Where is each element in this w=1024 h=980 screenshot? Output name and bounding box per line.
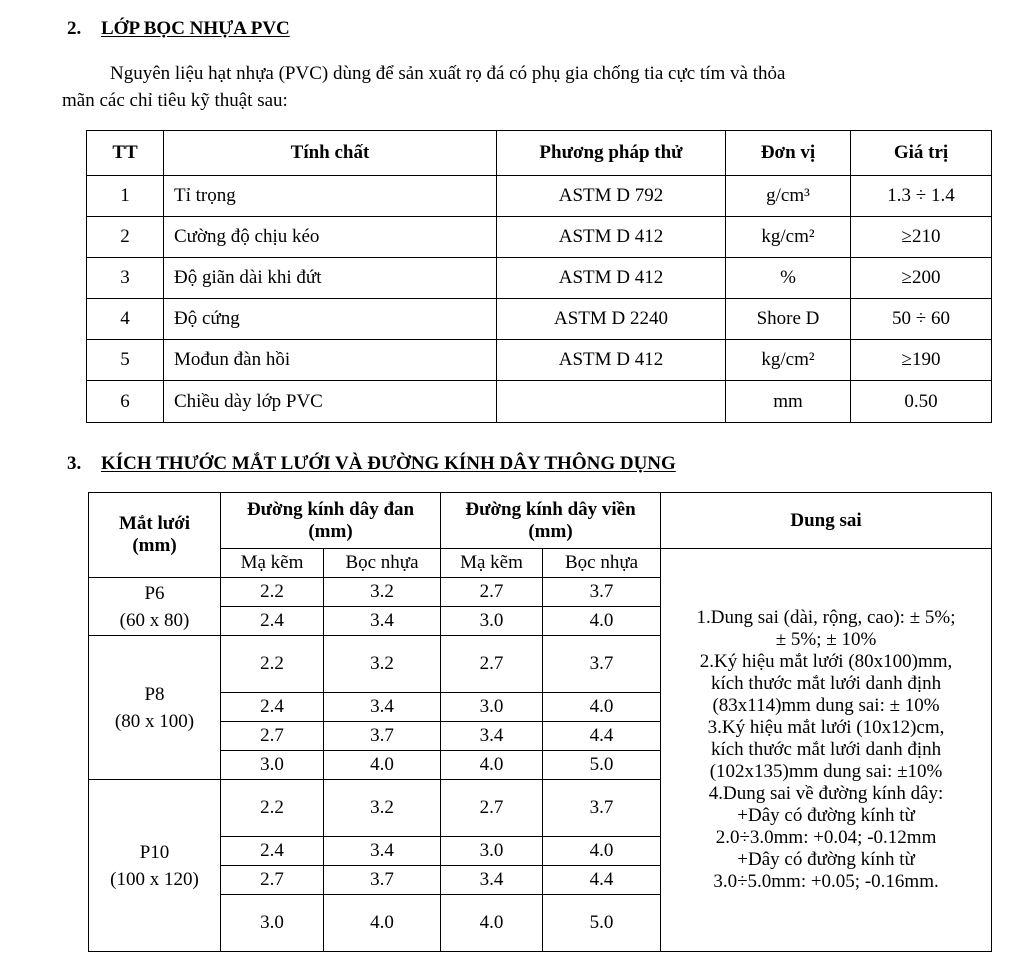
tolerance-line: (83x114)mm dung sai: ± 10% — [712, 695, 940, 716]
cell: 3.0 — [221, 751, 324, 780]
row-number: 5 — [87, 340, 164, 381]
cell: 3.4 — [441, 866, 543, 895]
header-tolerance: Dung sai — [661, 493, 992, 549]
section-2-paragraph — [62, 60, 962, 114]
cell: 3.0 — [221, 895, 324, 952]
table-row — [87, 176, 992, 217]
value: ≥200 — [851, 258, 992, 299]
cell: 2.4 — [221, 693, 324, 722]
cell: 3.2 — [324, 578, 441, 607]
mesh-size: (100 x 120) — [110, 868, 199, 890]
sub-galvanized: Mạ kẽm — [441, 549, 543, 578]
unit: kg/cm² — [726, 217, 851, 258]
cell: 3.4 — [324, 693, 441, 722]
cell: 2.2 — [221, 578, 324, 607]
section-2-title: LỚP BỌC NHỰA PVC — [101, 18, 290, 39]
cell: 2.7 — [221, 866, 324, 895]
property-name: Mođun đàn hồi — [164, 340, 497, 381]
header-edge-line-2: (mm) — [528, 520, 573, 542]
tolerance-line: kích thước mắt lưới danh định — [710, 739, 942, 760]
cell: 4.0 — [441, 751, 543, 780]
table-row — [87, 217, 992, 258]
cell: 4.0 — [543, 693, 661, 722]
header-weave-wire — [221, 493, 441, 549]
cell: 4.4 — [543, 866, 661, 895]
cell: 4.0 — [441, 895, 543, 952]
table-row — [87, 381, 992, 423]
header-mesh-line-1: Mắt lưới — [119, 513, 190, 534]
header-property: Tính chất — [164, 131, 497, 176]
cell: 2.7 — [441, 780, 543, 837]
cell: 2.7 — [441, 636, 543, 693]
sub-coated: Bọc nhựa — [324, 549, 441, 578]
test-method: ASTM D 792 — [497, 176, 726, 217]
mesh-p6 — [89, 578, 221, 636]
header-value: Giá trị — [851, 131, 992, 176]
row-number: 2 — [87, 217, 164, 258]
header-weave-line-1: Đường kính dây đan — [246, 498, 415, 520]
mesh-name: P10 — [139, 841, 170, 863]
mesh-p8 — [89, 636, 221, 780]
header-edge-wire — [441, 493, 661, 549]
cell: 2.4 — [221, 607, 324, 636]
mesh-name: P6 — [144, 582, 165, 604]
cell: 3.4 — [441, 722, 543, 751]
cell: 4.0 — [324, 895, 441, 952]
property-name: Độ giãn dài khi đứt — [164, 258, 497, 299]
sub-coated: Bọc nhựa — [543, 549, 661, 578]
mesh-p10 — [89, 780, 221, 952]
cell: 2.7 — [221, 722, 324, 751]
value: 50 ÷ 60 — [851, 299, 992, 340]
mesh-name: P8 — [144, 683, 165, 705]
value: ≥190 — [851, 340, 992, 381]
cell: 3.2 — [324, 636, 441, 693]
table-header-row — [87, 131, 992, 176]
row-number: 1 — [87, 176, 164, 217]
cell: 2.2 — [221, 636, 324, 693]
value: 1.3 ÷ 1.4 — [851, 176, 992, 217]
test-method: ASTM D 412 — [497, 340, 726, 381]
cell: 4.4 — [543, 722, 661, 751]
property-name: Tỉ trọng — [164, 176, 497, 217]
unit: g/cm³ — [726, 176, 851, 217]
mesh-size: (80 x 100) — [114, 710, 195, 732]
tolerance-line: kích thước mắt lưới danh định — [710, 673, 942, 694]
header-mesh — [89, 493, 221, 578]
paragraph-line-2: mãn các chỉ tiêu kỹ thuật sau: — [62, 90, 288, 111]
header-unit: Đơn vị — [726, 131, 851, 176]
paragraph-line-1: Nguyên liệu hạt nhựa (PVC) dùng để sản xuất rọ đá có phụ gia chống tia cực tím và thỏa — [110, 63, 786, 84]
header-weave-line-2: (mm) — [308, 520, 353, 542]
table-header-row — [89, 493, 992, 549]
cell: 4.0 — [543, 607, 661, 636]
tolerance-line: 1.Dung sai (dài, rộng, cao): ± 5%; — [696, 607, 956, 628]
test-method — [497, 381, 726, 423]
cell: 3.7 — [324, 722, 441, 751]
table-row — [87, 258, 992, 299]
table-subheader-row — [89, 549, 992, 578]
unit: Shore D — [726, 299, 851, 340]
section-2-heading — [67, 18, 290, 40]
header-tt: TT — [87, 131, 164, 176]
tolerance-line: 3.0÷5.0mm: +0.05; -0.16mm. — [713, 871, 939, 892]
cell: 3.4 — [324, 607, 441, 636]
tolerance-line: 3.Ký hiệu mắt lưới (10x12)cm, — [707, 717, 945, 738]
tolerance-line: (102x135)mm dung sai: ±10% — [709, 761, 943, 782]
test-method: ASTM D 412 — [497, 258, 726, 299]
row-number: 3 — [87, 258, 164, 299]
pvc-properties-table — [86, 130, 992, 423]
row-number: 6 — [87, 381, 164, 423]
cell: 4.0 — [324, 751, 441, 780]
property-name: Chiều dày lớp PVC — [164, 381, 497, 423]
cell: 3.7 — [543, 636, 661, 693]
section-2-number: 2. — [67, 18, 82, 39]
section-3-number: 3. — [67, 453, 82, 474]
cell: 3.4 — [324, 837, 441, 866]
mesh-size: (60 x 80) — [119, 609, 190, 631]
sub-galvanized: Mạ kẽm — [221, 549, 324, 578]
table-row — [87, 299, 992, 340]
test-method: ASTM D 412 — [497, 217, 726, 258]
value: ≥210 — [851, 217, 992, 258]
cell: 2.4 — [221, 837, 324, 866]
cell: 3.7 — [543, 578, 661, 607]
cell: 3.7 — [543, 780, 661, 837]
cell: 3.2 — [324, 780, 441, 837]
cell: 4.0 — [543, 837, 661, 866]
cell: 5.0 — [543, 895, 661, 952]
table-row — [87, 340, 992, 381]
property-name: Cường độ chịu kéo — [164, 217, 497, 258]
section-3-title: KÍCH THƯỚC MẮT LƯỚI VÀ ĐƯỜNG KÍNH DÂY THÔNG DỤNG — [101, 453, 676, 474]
unit: % — [726, 258, 851, 299]
cell: 2.2 — [221, 780, 324, 837]
property-name: Độ cứng — [164, 299, 497, 340]
mesh-wire-table — [88, 492, 992, 952]
cell: 2.7 — [441, 578, 543, 607]
cell: 5.0 — [543, 751, 661, 780]
tolerance-line: 2.0÷3.0mm: +0.04; -0.12mm — [715, 827, 937, 848]
cell: 3.0 — [441, 607, 543, 636]
test-method: ASTM D 2240 — [497, 299, 726, 340]
unit: kg/cm² — [726, 340, 851, 381]
header-mesh-line-2: (mm) — [132, 535, 177, 556]
tolerance-cell — [661, 549, 992, 952]
tolerance-line: 4.Dung sai về đường kính dây: — [708, 783, 944, 804]
header-test-method: Phương pháp thử — [497, 131, 726, 176]
cell: 3.7 — [324, 866, 441, 895]
cell: 3.0 — [441, 693, 543, 722]
row-number: 4 — [87, 299, 164, 340]
cell: 3.0 — [441, 837, 543, 866]
value: 0.50 — [851, 381, 992, 423]
header-edge-line-1: Đường kính dây viền — [465, 498, 636, 520]
tolerance-line: +Dây có đường kính từ — [737, 805, 915, 826]
unit: mm — [726, 381, 851, 423]
tolerance-line: 2.Ký hiệu mắt lưới (80x100)mm, — [699, 651, 953, 672]
tolerance-line: +Dây có đường kính từ — [737, 849, 915, 870]
tolerance-line: ± 5%; ± 10% — [775, 629, 877, 650]
section-3-heading — [67, 453, 676, 475]
